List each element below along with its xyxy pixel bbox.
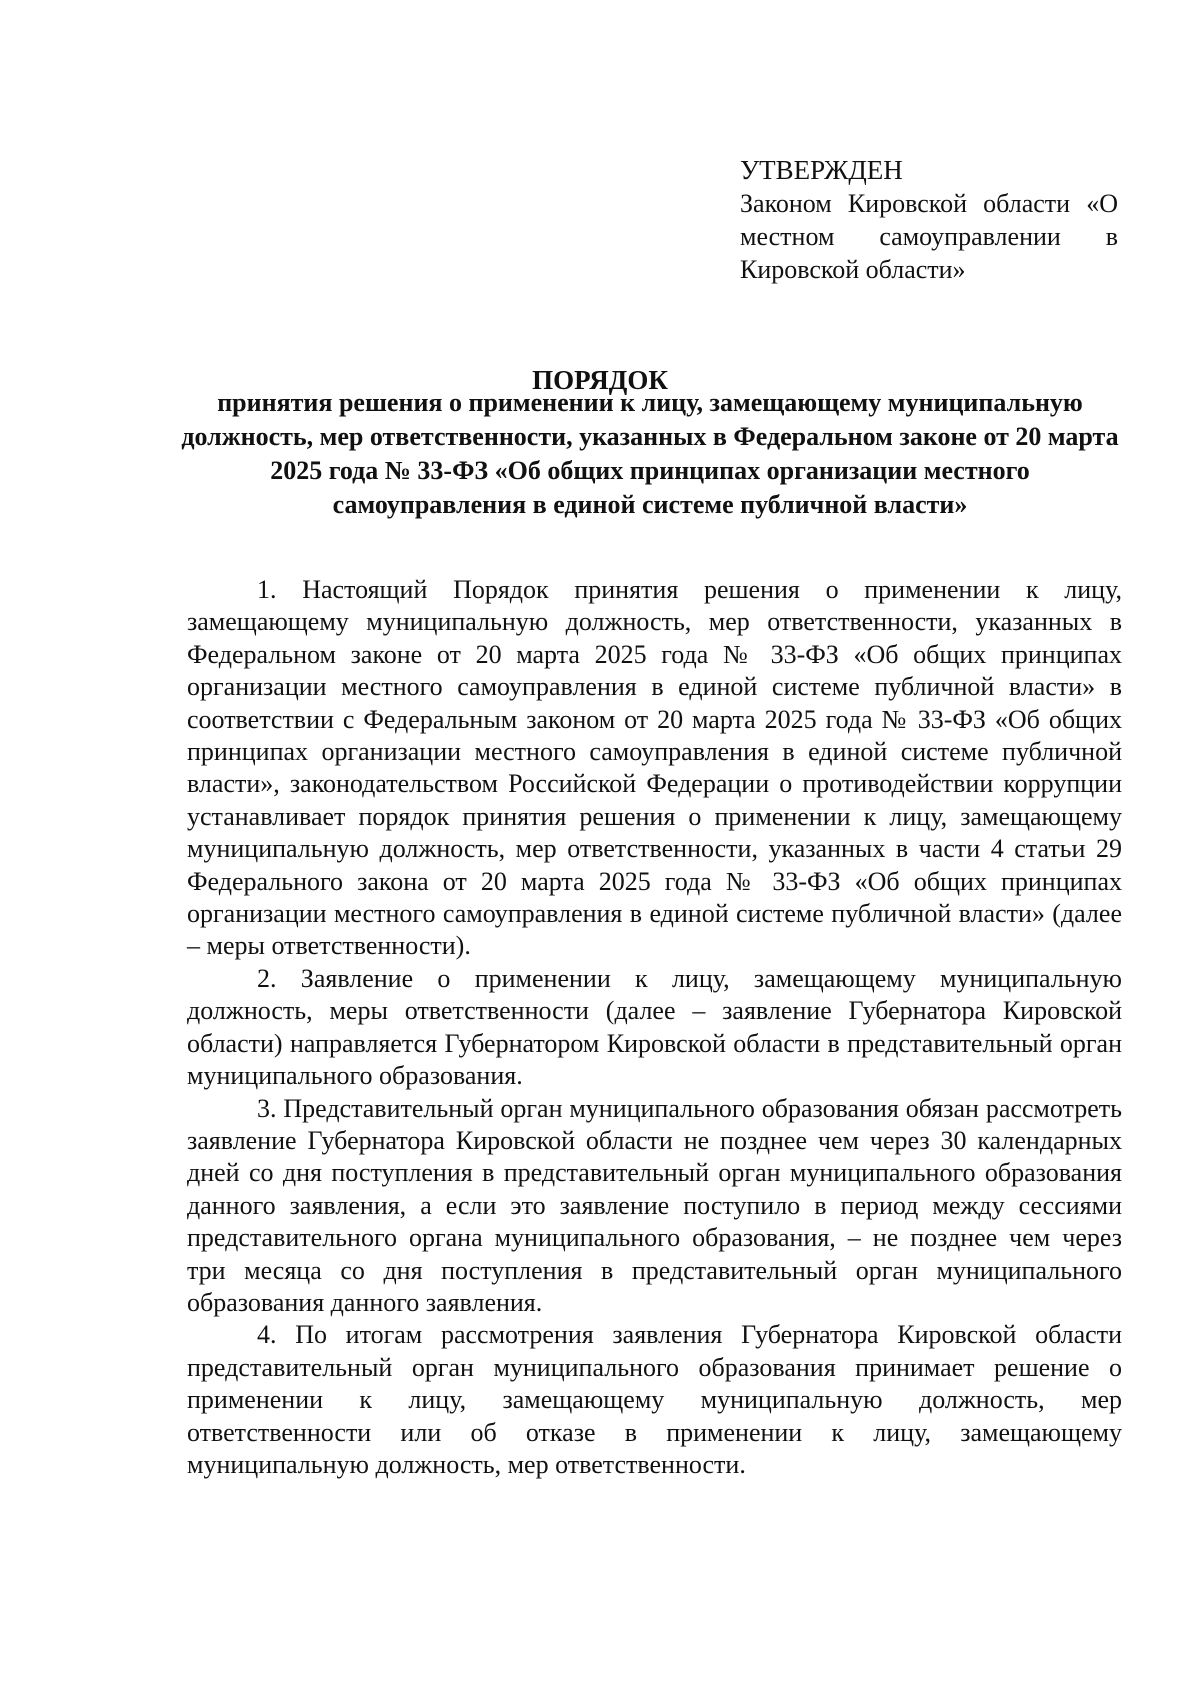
paragraph-3: 3. Представительный орган муниципального образования обязан рассмотреть заявление Губернатора Кировской области не позднее чем через 30 календарных дней со дня поступления в представительный орган муниципального образования данного заявления, а если это заявление поступило в период между сессиями представительного органа муниципального образования, – не позднее чем через три месяца со дня поступления в представительный орган муниципального образования данного заявления. xyxy=(187,1093,1122,1317)
document-subtitle: принятия решения о применении к лицу, замещающему муниципальную должность, мер ответственности, указанных в Федеральном законе от 20 марта 2025 года № 33-ФЗ «Об общих принципах организации местного самоуправления в единой системе публичной власти» xyxy=(181,388,1119,519)
paragraph-1: 1. Настоящий Порядок принятия решения о применении к лицу, замещающему муниципальную должность, мер ответственности, указанных в Федеральном законе от 20 марта 2025 года № 33-ФЗ «Об общих принципах организации местного самоуправления в единой системе публичной власти» в соответствии с Федеральным законом от 20 марта 2025 года № 33-ФЗ «Об общих принципах организации местного самоуправления в единой системе публичной власти», законодательством Российской Федерации о противодействии коррупции устанавливает порядок принятия решения о применении к лицу, замещающему муниципальную должность, мер ответственности, указанных в части 4 статьи 29 Федерального закона от 20 марта 2025 года № 33-ФЗ «Об общих принципах организации местного самоуправления в единой системе публичной власти» (далее – меры ответственности). xyxy=(187,575,1122,961)
approval-block xyxy=(740,154,1118,286)
paragraph-2: 2. Заявление о применении к лицу, замещающему муниципальную должность, меры ответственности (далее – заявление Губернатора Кировской области) направляется Губернатором Кировской области в представительный орган муниципального образования. xyxy=(187,963,1122,1091)
approval-stamp: УТВЕРЖДЕН xyxy=(740,155,903,185)
paragraph-4: 4. По итогам рассмотрения заявления Губернатора Кировской области представительный орган муниципального образования принимает решение о применении к лицу, замещающему муниципальную должность, мер ответственности или об отказе в применении к лицу, замещающему муниципальную должность, мер ответственности. xyxy=(187,1320,1122,1479)
approval-basis: Законом Кировской области «О местном самоуправлении в Кировской области» xyxy=(740,189,1118,284)
document-body xyxy=(187,574,1122,1481)
document-title: ПОРЯДОК xyxy=(532,365,668,395)
